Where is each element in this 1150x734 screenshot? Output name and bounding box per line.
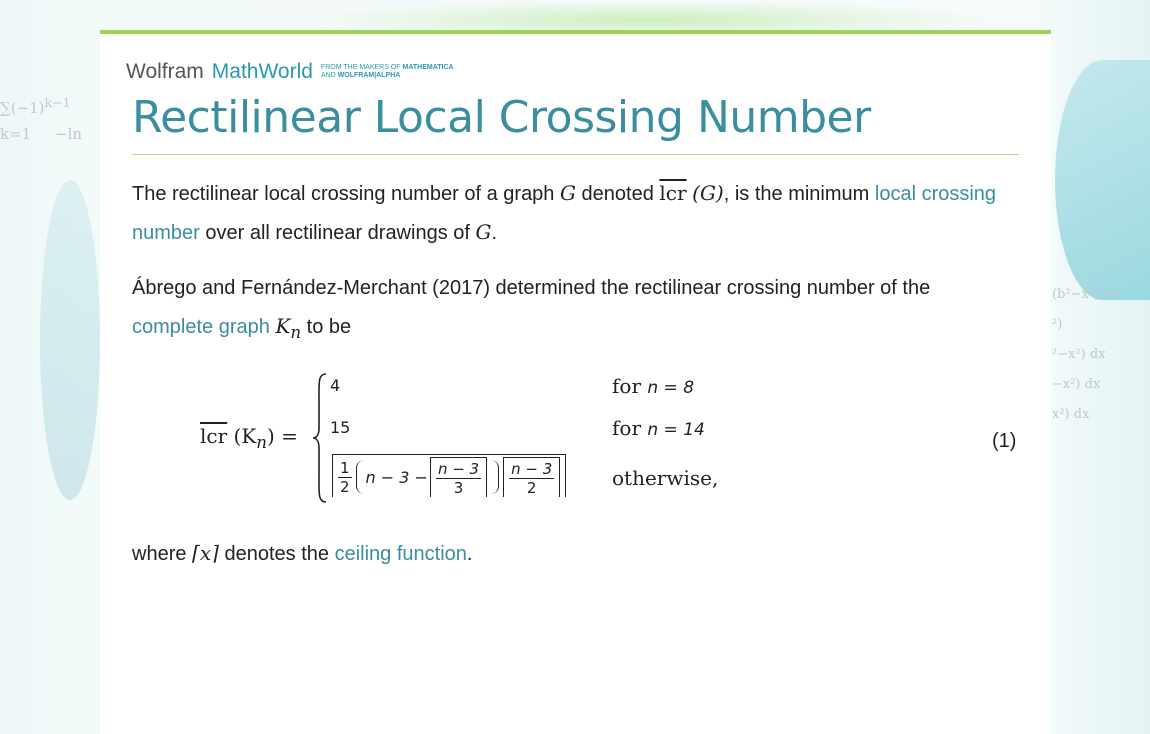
text: to be <box>301 316 352 338</box>
text: . <box>466 543 473 565</box>
fraction <box>436 460 481 497</box>
text: over all rectilinear drawings of <box>199 222 476 244</box>
math-sub: n <box>256 433 268 452</box>
paragraph-result <box>132 269 1012 352</box>
decorative-formula: $\sum(-1)^{k-1}$ k=1 −ln <box>0 95 83 143</box>
paren-open <box>356 460 364 494</box>
text: for <box>612 374 642 398</box>
tagline-text: AND <box>320 72 336 79</box>
math-equals: ) = <box>267 424 298 448</box>
denominator: 2 <box>340 477 350 496</box>
logo-mathworld: MathWorld <box>211 60 313 83</box>
math-ceiling-x: ⌈x⌉ <box>192 541 219 565</box>
tagline-wolframalpha: WOLFRAM|ALPHA <box>337 72 401 79</box>
equation-number: (1) <box>992 430 1017 452</box>
logo-wolfram: Wolfram <box>126 60 204 83</box>
denominator: 3 <box>453 479 464 497</box>
numerator: n − 3 <box>511 460 553 478</box>
link-complete-graph[interactable]: complete graph <box>132 316 270 338</box>
text: for <box>612 416 642 440</box>
case-3-condition: otherwise, <box>612 466 719 490</box>
inner-ceiling <box>503 457 560 497</box>
math-G: G <box>560 181 576 205</box>
text: where <box>132 543 193 565</box>
text: . <box>491 222 498 244</box>
decorative-formula: (b²−x²) dx ²) ²−x²) dx −x²) dx x²) dx <box>1052 287 1119 422</box>
decorative-surface <box>1055 60 1150 300</box>
math-lcr: $\overline{lcr}$ <box>200 424 228 448</box>
paragraph-definition <box>132 174 1012 252</box>
fraction <box>338 459 352 496</box>
condition: n = 8 <box>647 378 695 398</box>
paragraph-ceiling <box>132 534 1012 573</box>
case-3-value <box>330 454 568 497</box>
text: denoted <box>575 183 660 205</box>
condition: n = 14 <box>647 420 705 440</box>
paren-close <box>491 460 499 494</box>
math-n: n <box>290 323 302 342</box>
tagline-text: FROM THE MAKERS OF <box>320 64 401 71</box>
math-K: K <box>275 314 291 338</box>
inner-ceiling <box>430 457 487 497</box>
text: Ábrego and Fernández-Merchant (2017) determined the rectilinear crossing number of the <box>132 277 931 299</box>
text: , is the minimum <box>723 183 875 205</box>
numerator: 1 <box>340 458 350 477</box>
math-G: G <box>475 220 492 244</box>
link-ceiling-function[interactable]: ceiling function <box>334 543 467 565</box>
article-card <box>100 30 1051 734</box>
outer-ceiling <box>332 454 566 497</box>
decorative-surface <box>40 180 100 500</box>
page-title: Rectilinear Local Crossing Number <box>132 92 871 143</box>
case-1-condition <box>612 374 694 398</box>
equation-1 <box>200 372 1020 507</box>
fraction <box>509 460 554 497</box>
left-brace <box>312 372 328 504</box>
link-local-crossing-number[interactable]: local crossing number <box>132 183 997 244</box>
case-1-value: 4 <box>330 376 341 395</box>
math-G: (G) <box>692 181 724 205</box>
expr: n − 3 − <box>365 467 428 487</box>
numerator: n − 3 <box>437 460 480 478</box>
mathworld-logo[interactable] <box>126 60 454 84</box>
equation-lhs <box>200 424 298 452</box>
case-2-value: 15 <box>330 418 351 437</box>
math-lcr: $\overline{lcr}$ <box>659 181 687 205</box>
denominator: 2 <box>526 479 537 497</box>
text: denotes the <box>218 543 335 565</box>
title-divider <box>132 154 1019 155</box>
case-2-condition <box>612 416 705 440</box>
math-arg: (K <box>233 424 257 448</box>
logo-tagline <box>321 64 454 80</box>
text: The rectilinear local crossing number of a graph <box>132 183 560 205</box>
tagline-mathematica: MATHEMATICA <box>402 64 454 71</box>
